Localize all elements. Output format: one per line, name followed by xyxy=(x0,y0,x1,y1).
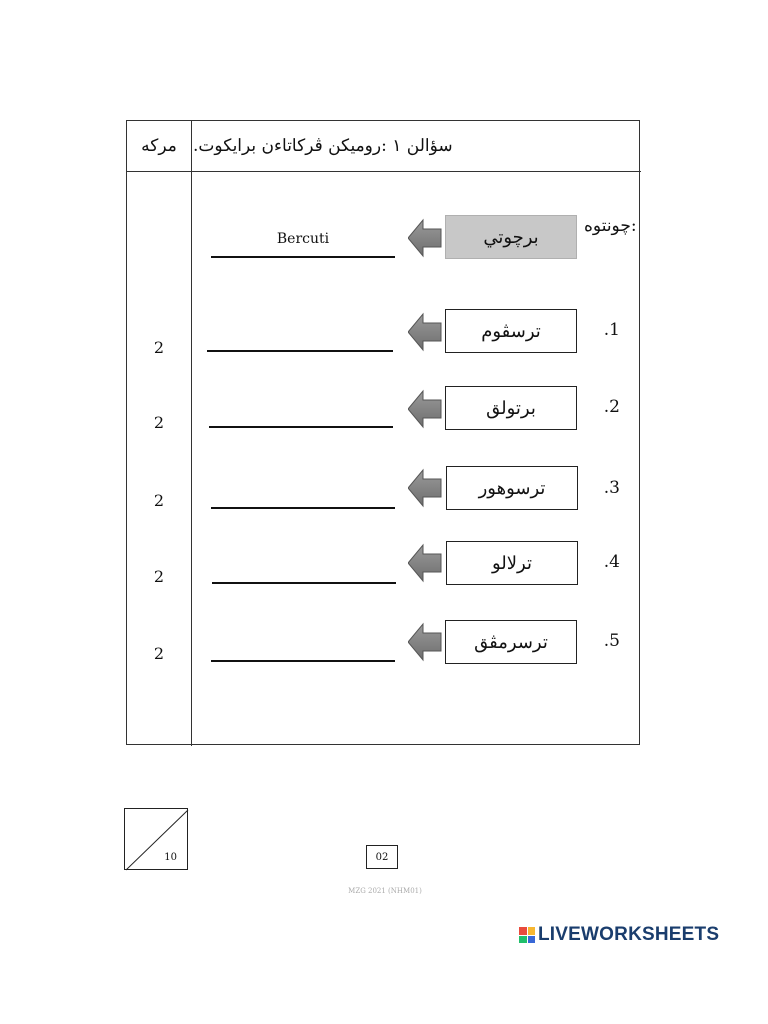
example-word-box: برچوتي xyxy=(445,215,577,259)
answer-line[interactable] xyxy=(212,582,396,584)
page-number: 02 xyxy=(366,845,398,869)
item-mark: 2 xyxy=(153,338,165,357)
item-word-box: برتولق xyxy=(445,386,577,430)
answer-line[interactable] xyxy=(211,660,395,662)
answer-line[interactable] xyxy=(209,426,393,428)
item-number: .4 xyxy=(603,552,620,572)
item-mark: 2 xyxy=(153,644,165,663)
example-label: چونتوه: xyxy=(584,216,637,236)
arrow-left-icon xyxy=(408,312,442,352)
answer-line[interactable] xyxy=(211,507,395,509)
item-word-box: ترسرمڤق xyxy=(445,620,577,664)
question-title: سؤالن ١ :روميکن ڤرکاتاءن برايکوت. xyxy=(193,136,453,156)
item-word-box: ترلالو xyxy=(446,541,578,585)
brand-name: LIVEWORKSHEETS xyxy=(538,924,720,945)
item-word-box: ترسوهور xyxy=(446,466,578,510)
total-score-box xyxy=(124,808,188,870)
diagonal-line-icon xyxy=(125,809,189,871)
item-word-box: ترسڤوم xyxy=(445,309,577,353)
item-mark: 2 xyxy=(153,491,165,510)
item-mark: 2 xyxy=(153,567,165,586)
item-number: .5 xyxy=(603,631,620,651)
item-mark: 2 xyxy=(153,413,165,432)
column-divider xyxy=(191,121,192,746)
arrow-left-icon xyxy=(408,389,442,429)
item-number: .2 xyxy=(603,397,620,417)
arrow-left-icon xyxy=(408,622,442,662)
arrow-left-icon xyxy=(408,218,442,258)
footer-code: MZG 2021 (NHM01) xyxy=(348,887,422,895)
example-answer: Bercuti xyxy=(276,231,330,247)
item-number: .3 xyxy=(603,478,620,498)
arrow-left-icon xyxy=(408,543,442,583)
liveworksheets-logo[interactable] xyxy=(519,924,719,946)
brand-grid-icon xyxy=(519,927,535,943)
marks-header: مرکه xyxy=(141,136,177,156)
arrow-left-icon xyxy=(408,468,442,508)
item-number: .1 xyxy=(603,320,620,340)
header-divider xyxy=(127,171,641,172)
example-answer-line xyxy=(211,256,395,258)
answer-line[interactable] xyxy=(207,350,393,352)
total-marks: 10 xyxy=(164,852,177,863)
